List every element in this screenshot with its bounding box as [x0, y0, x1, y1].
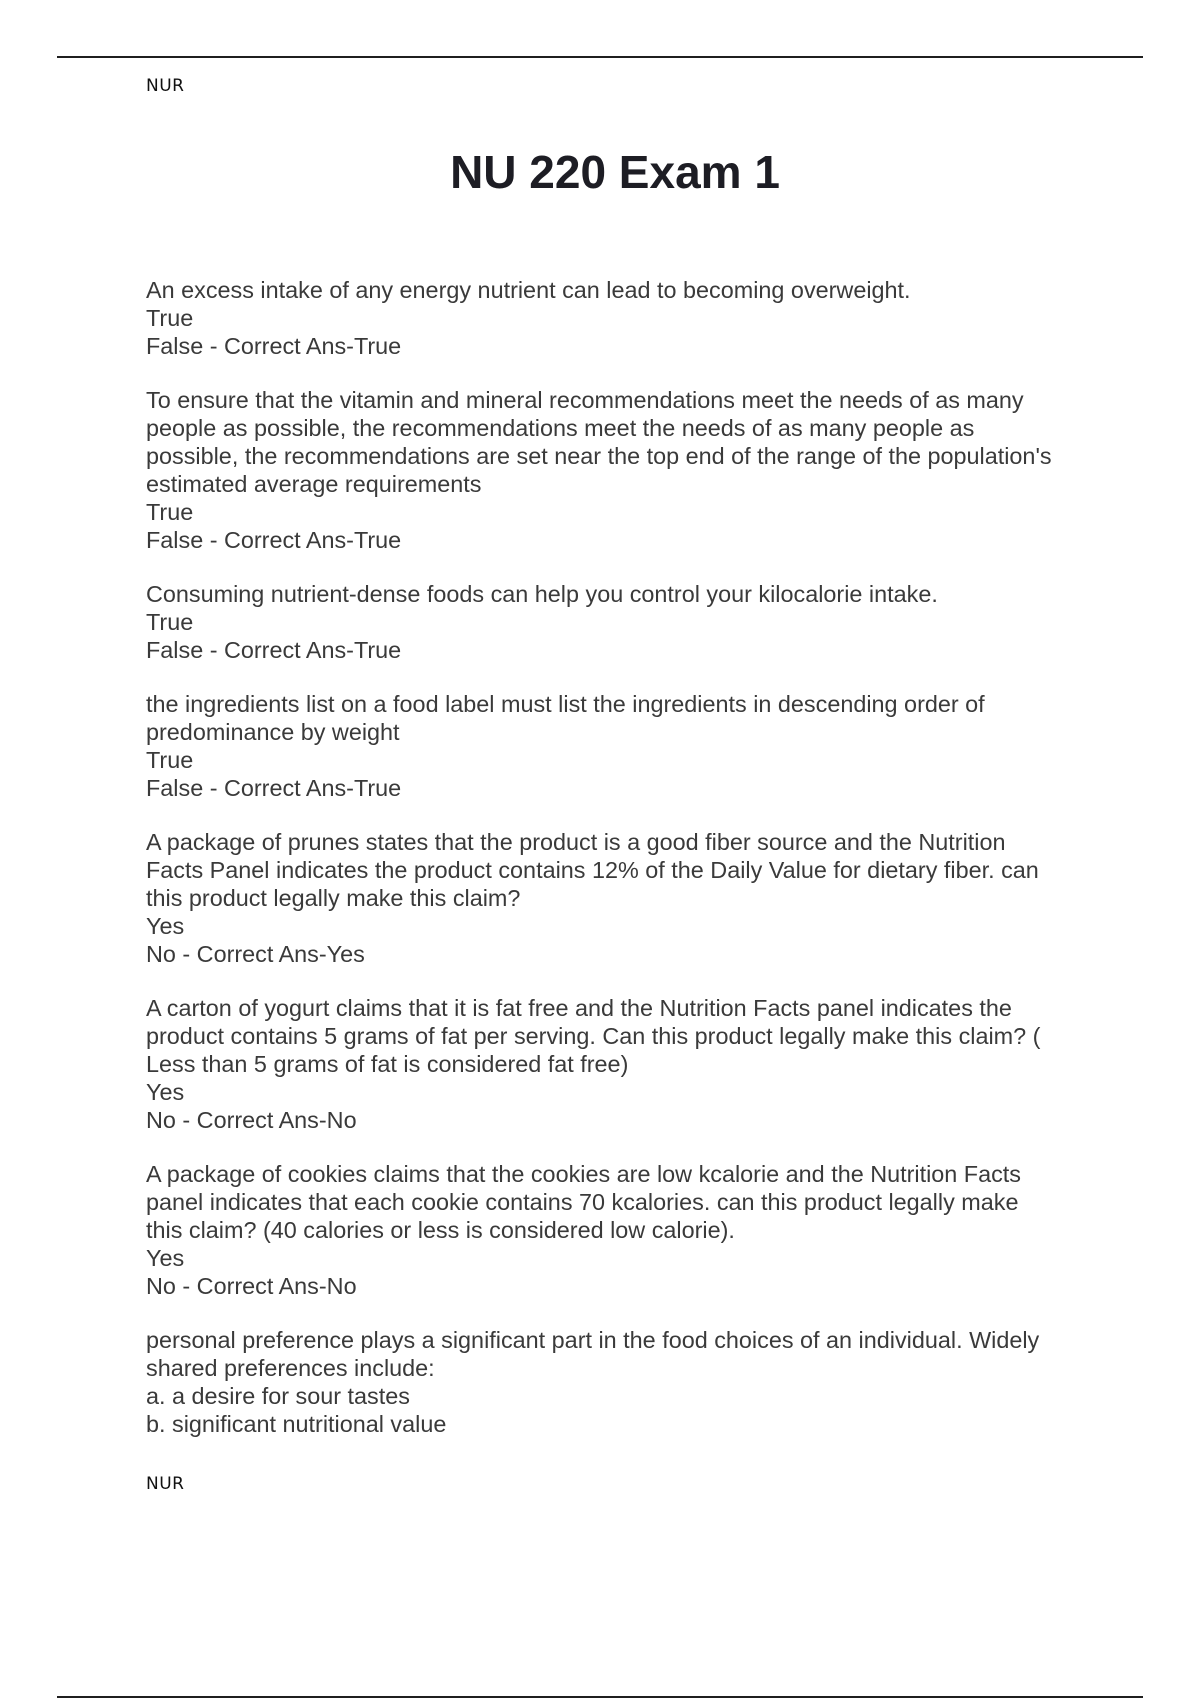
footer-label: NUR [146, 1474, 185, 1494]
page-title: NU 220 Exam 1 [450, 146, 780, 198]
question-text: Consuming nutrient-dense foods can help you control your kilocalorie intake. [146, 581, 938, 607]
question-text: To ensure that the vitamin and mineral recommendations meet the needs of as many [146, 387, 1024, 413]
question-text: An excess intake of any energy nutrient can lead to becoming overweight. [146, 277, 911, 303]
question-5 [146, 828, 1096, 968]
answer-option: Yes [146, 1245, 185, 1271]
question-3 [146, 580, 1096, 664]
answer-option: No - Correct Ans-Yes [146, 941, 365, 967]
question-text: estimated average requirements [146, 471, 482, 497]
question-text: the ingredients list on a food label must list the ingredients in descending order of [146, 691, 985, 717]
question-text: A package of prunes states that the product is a good fiber source and the Nutrition [146, 829, 1006, 855]
question-6 [146, 994, 1096, 1134]
question-list [146, 276, 1096, 1464]
question-1 [146, 276, 1096, 360]
answer-option: b. significant nutritional value [146, 1411, 447, 1437]
answer-option: a. a desire for sour tastes [146, 1383, 410, 1409]
question-text: possible, the recommendations are set near the top end of the range of the population's [146, 443, 1052, 469]
answer-option: False - Correct Ans-True [146, 637, 402, 663]
question-text: this product legally make this claim? [146, 885, 521, 911]
question-text: A package of cookies claims that the cookies are low kcalorie and the Nutrition Facts [146, 1161, 1021, 1187]
top-rule [57, 56, 1143, 58]
question-text: Facts Panel indicates the product contains 12% of the Daily Value for dietary fiber. can [146, 857, 1039, 883]
answer-option: True [146, 305, 194, 331]
question-text: shared preferences include: [146, 1355, 435, 1381]
answer-option: No - Correct Ans-No [146, 1107, 357, 1133]
answer-option: True [146, 499, 194, 525]
answer-option: True [146, 609, 194, 635]
question-7 [146, 1160, 1096, 1300]
answer-option: True [146, 747, 194, 773]
question-text: panel indicates that each cookie contains 70 kcalories. can this product legally make [146, 1189, 1019, 1215]
question-8 [146, 1326, 1096, 1438]
question-text: Less than 5 grams of fat is considered fat free) [146, 1051, 629, 1077]
question-text: A carton of yogurt claims that it is fat free and the Nutrition Facts panel indicates the [146, 995, 1012, 1021]
question-2 [146, 386, 1096, 554]
question-text: personal preference plays a significant part in the food choices of an individual. Widely [146, 1327, 1040, 1353]
question-text: product contains 5 grams of fat per serving. Can this product legally make this claim? ( [146, 1023, 1041, 1049]
answer-option: Yes [146, 913, 185, 939]
answer-option: False - Correct Ans-True [146, 333, 402, 359]
answer-option: No - Correct Ans-No [146, 1273, 357, 1299]
question-text: people as possible, the recommendations meet the needs of as many people as [146, 415, 975, 441]
answer-option: Yes [146, 1079, 185, 1105]
bottom-rule [57, 1696, 1143, 1698]
question-text: this claim? (40 calories or less is considered low calorie). [146, 1217, 735, 1243]
question-text: predominance by weight [146, 719, 400, 745]
header-label: NUR [146, 76, 185, 96]
question-4 [146, 690, 1096, 802]
answer-option: False - Correct Ans-True [146, 775, 402, 801]
answer-option: False - Correct Ans-True [146, 527, 402, 553]
